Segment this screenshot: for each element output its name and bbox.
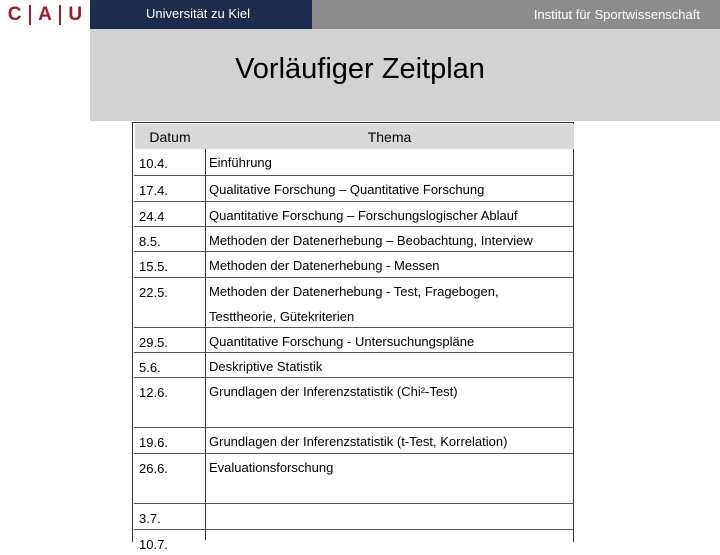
table-row: [134, 175, 574, 201]
row-topic: Einführung: [209, 155, 272, 170]
row-topic: Methoden der Datenerhebung - Messen: [209, 258, 440, 273]
row-topic: Evaluationsforschung: [209, 460, 334, 475]
table-row: [134, 226, 574, 251]
row-date: 12.6.: [139, 385, 168, 400]
row-date: 8.5.: [139, 234, 161, 249]
table-row: [134, 149, 574, 175]
table-row: [134, 327, 574, 352]
logo-letter-a: A: [38, 3, 52, 25]
table-row: [134, 453, 574, 503]
row-date: 3.7.: [139, 511, 161, 526]
column-header-topic: Thema: [205, 124, 574, 149]
university-name: Universität zu Kiel: [146, 6, 251, 21]
row-date: 15.5.: [139, 259, 168, 274]
logo-letter-u: U: [68, 3, 83, 25]
row-date: 24.4: [139, 209, 165, 224]
row-topic: Grundlagen der Inferenzstatistik (Chi²-Test): [209, 384, 458, 399]
table-row: [134, 427, 574, 453]
institute-name: Institut für Sportwissenschaft: [533, 7, 700, 22]
row-topic: Quantitative Forschung – Forschungslogischer Ablauf: [209, 208, 518, 223]
row-date: 22.5.: [139, 285, 168, 300]
column-header-date: Datum: [135, 124, 205, 149]
row-date: 10.4.: [139, 156, 168, 171]
row-topic: Grundlagen der Inferenzstatistik (t-Test, Korrelation): [209, 434, 508, 449]
logo-divider: [59, 5, 61, 25]
cau-logo: [0, 0, 90, 29]
row-topic: Qualitative Forschung – Quantitative Forschung: [209, 182, 485, 197]
row-topic: Deskriptive Statistik: [209, 359, 323, 374]
page-title: Vorläufiger Zeitplan: [235, 53, 485, 85]
table-row: [134, 529, 574, 555]
row-topic: Quantitative Forschung - Untersuchungspläne: [209, 334, 475, 349]
logo-letter-c: C: [7, 3, 22, 25]
table-row: [134, 251, 574, 277]
table-row: [134, 277, 574, 327]
header-bar: [0, 0, 720, 29]
row-date: 26.6.: [139, 461, 168, 476]
row-date: 17.4.: [139, 183, 168, 198]
row-date: 10.7.: [139, 537, 168, 552]
row-topic: Methoden der Datenerhebung – Beobachtung, Interview: [209, 233, 533, 248]
row-date: 19.6.: [139, 435, 168, 450]
row-topic: Methoden der Datenerhebung - Test, Fragebogen,: [209, 284, 499, 299]
row-topic: Testtheorie, Gütekriterien: [209, 309, 355, 324]
table-row: [134, 352, 574, 377]
table-row: [134, 503, 574, 529]
row-date: 29.5.: [139, 335, 168, 350]
table-row: [134, 201, 574, 226]
logo-divider: [29, 5, 31, 25]
row-date: 5.6.: [139, 360, 161, 375]
table-row: [134, 377, 574, 427]
